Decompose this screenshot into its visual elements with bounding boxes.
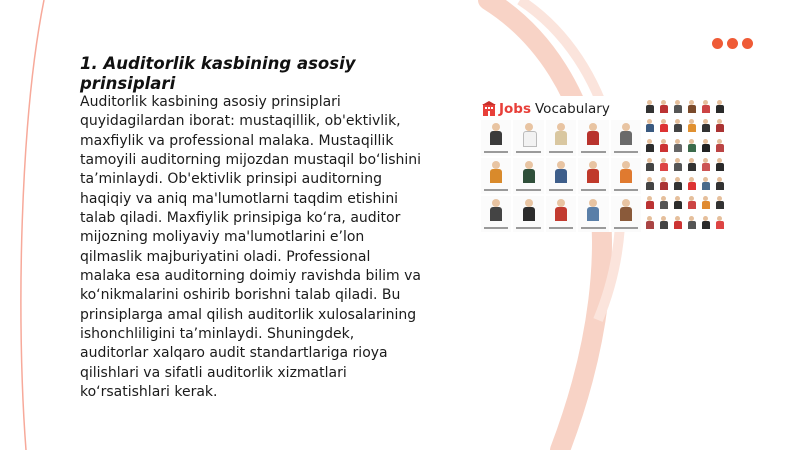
dots-decoration bbox=[712, 38, 753, 49]
mini-job-illustration bbox=[657, 137, 670, 155]
mini-job-illustration bbox=[699, 137, 712, 155]
job-illustration bbox=[578, 196, 608, 232]
mini-job-illustration bbox=[685, 194, 698, 212]
mini-job-illustration bbox=[643, 156, 656, 174]
mini-job-illustration bbox=[685, 214, 698, 232]
mini-job-illustration bbox=[671, 175, 684, 193]
mini-job-illustration bbox=[699, 98, 712, 116]
mini-job-illustration bbox=[699, 175, 712, 193]
mini-job-illustration bbox=[699, 194, 712, 212]
mini-job-illustration bbox=[671, 117, 684, 135]
mini-job-illustration bbox=[671, 137, 684, 155]
job-illustration bbox=[481, 196, 511, 232]
mini-job-illustration bbox=[699, 117, 712, 135]
mini-job-illustration bbox=[643, 137, 656, 155]
building-icon bbox=[481, 101, 497, 117]
job-illustration bbox=[578, 158, 608, 194]
mini-job-illustration bbox=[713, 175, 726, 193]
job-illustration bbox=[481, 158, 511, 194]
mini-job-illustration bbox=[713, 117, 726, 135]
jobs-grid bbox=[481, 120, 641, 232]
mini-job-illustration bbox=[685, 137, 698, 155]
job-illustration bbox=[546, 120, 576, 156]
job-illustration bbox=[513, 196, 543, 232]
job-illustration bbox=[611, 120, 641, 156]
job-illustration bbox=[578, 120, 608, 156]
mini-job-illustration bbox=[685, 98, 698, 116]
job-illustration bbox=[546, 158, 576, 194]
mini-job-illustration bbox=[657, 117, 670, 135]
dot-icon bbox=[727, 38, 738, 49]
job-illustration bbox=[513, 120, 543, 156]
mini-job-illustration bbox=[671, 214, 684, 232]
mini-job-illustration bbox=[685, 156, 698, 174]
mini-job-illustration bbox=[657, 214, 670, 232]
image-title-highlight: Jobs bbox=[499, 101, 531, 117]
jobs-mini-grid bbox=[643, 98, 726, 232]
image-title-rest: Vocabulary bbox=[535, 101, 610, 117]
mini-job-illustration bbox=[713, 137, 726, 155]
dot-icon bbox=[712, 38, 723, 49]
mini-job-illustration bbox=[713, 98, 726, 116]
mini-job-illustration bbox=[657, 194, 670, 212]
mini-job-illustration bbox=[699, 214, 712, 232]
mini-job-illustration bbox=[657, 98, 670, 116]
mini-job-illustration bbox=[643, 175, 656, 193]
mini-job-illustration bbox=[671, 194, 684, 212]
mini-job-illustration bbox=[657, 156, 670, 174]
image-title bbox=[481, 99, 610, 119]
mini-job-illustration bbox=[671, 156, 684, 174]
dot-icon bbox=[742, 38, 753, 49]
jobs-vocabulary-image bbox=[481, 96, 726, 232]
left-arc bbox=[21, 0, 44, 450]
mini-job-illustration bbox=[657, 175, 670, 193]
mini-job-illustration bbox=[713, 194, 726, 212]
job-illustration bbox=[611, 196, 641, 232]
mini-job-illustration bbox=[643, 194, 656, 212]
mini-job-illustration bbox=[713, 156, 726, 174]
slide-title: 1. Auditorlik kasbining asosiy prinsiplari bbox=[80, 54, 356, 93]
mini-job-illustration bbox=[685, 117, 698, 135]
mini-job-illustration bbox=[713, 214, 726, 232]
mini-job-illustration bbox=[643, 214, 656, 232]
job-illustration bbox=[513, 158, 543, 194]
mini-job-illustration bbox=[685, 175, 698, 193]
job-illustration bbox=[546, 196, 576, 232]
mini-job-illustration bbox=[699, 156, 712, 174]
mini-job-illustration bbox=[643, 117, 656, 135]
mini-job-illustration bbox=[671, 98, 684, 116]
job-illustration bbox=[481, 120, 511, 156]
slide-body-text: Auditorlik kasbining asosiy prinsiplari quyidagilardan iborat: mustaqillik, ob'ektivlik, maxfiylik va professional malaka. Mustaqillik tamoyili auditorning mijozdan mustaqil bo‘lishini ta’minlaydi. Ob'ektivlik prinsipi auditorning haqiqiy va aniq ma'lumotlarni taqdim etishini talab qiladi. Maxfiylik prinsipiga ko‘ra, auditor mijozning moliyaviy ma'lumotlarini e’lon qilmaslik majburiyatini oladi. Professional malaka esa auditorning doimiy ravishda bilim va ko‘nikmalarini oshirib borishni talab qiladi. Bu prinsiplarga amal qilish auditorlik xulosalarining ishonchliligini ta’minlaydi. Shuningdek, auditorlar xalqaro audit standartlariga rioya qilishlari va sifatli auditorlik xizmatlari ko‘rsatishlari kerak. bbox=[80, 94, 422, 401]
job-illustration bbox=[611, 158, 641, 194]
mini-job-illustration bbox=[643, 98, 656, 116]
